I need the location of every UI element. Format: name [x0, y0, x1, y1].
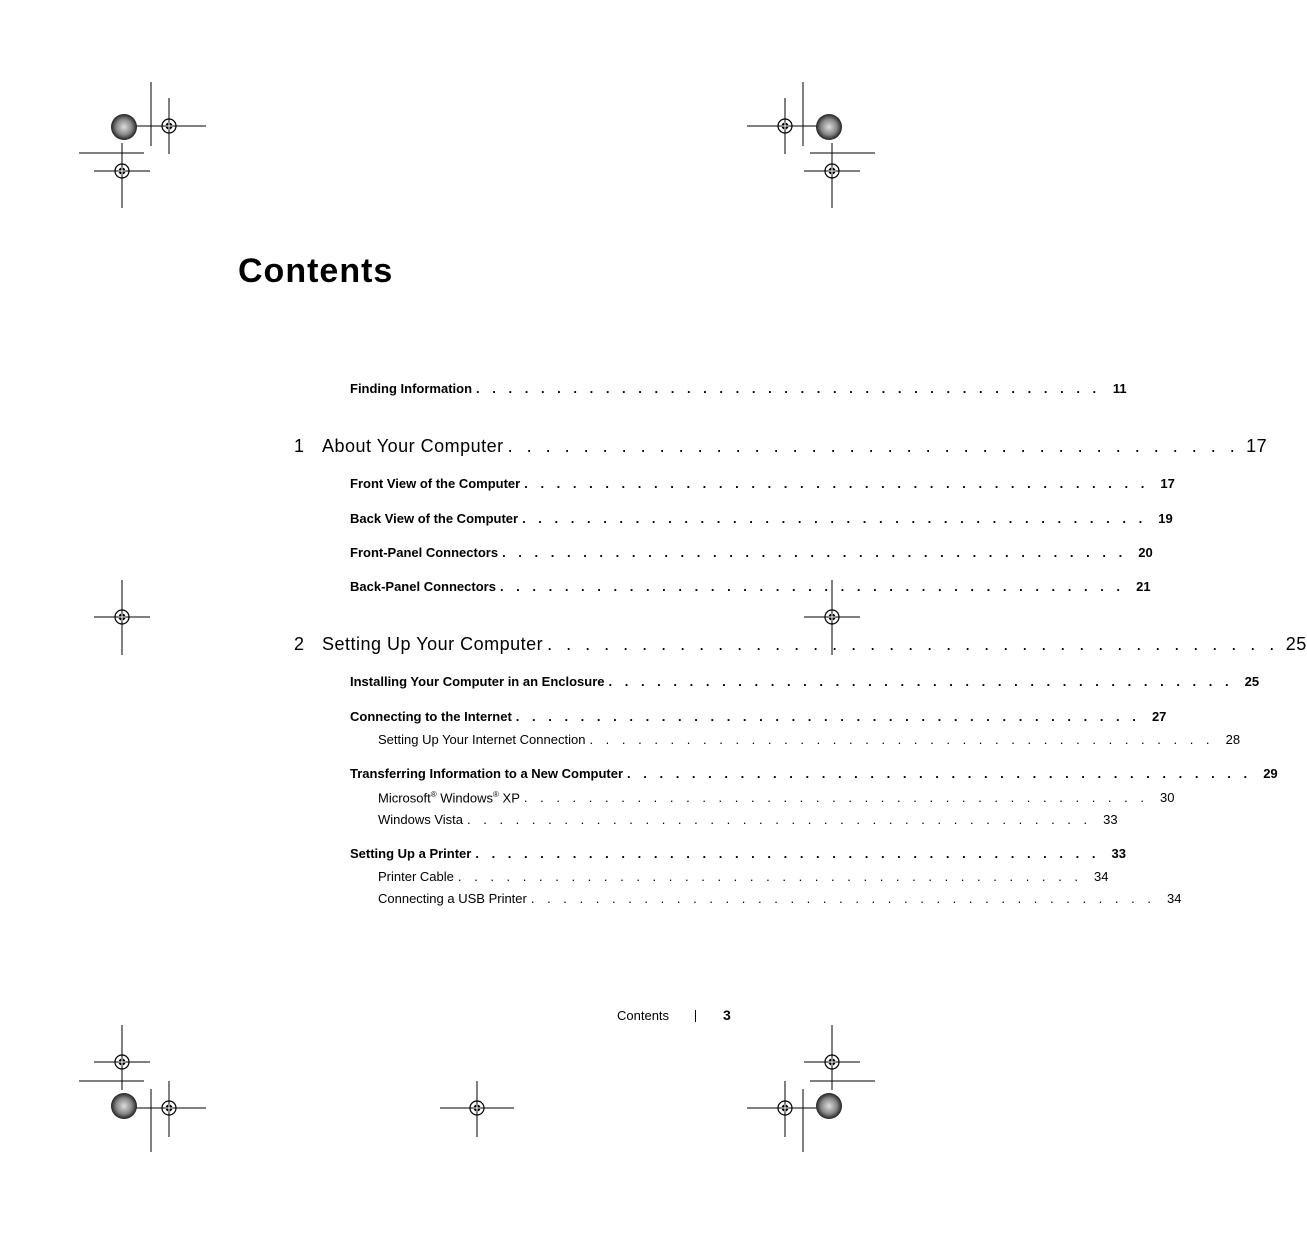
dot-leader: . . . . . . . . . . . . . . . . . . . . . . . . . . . . . . . . . . . . . . . — [627, 766, 1252, 781]
page-number: 19 — [1158, 511, 1173, 526]
dot-leader: . . . . . . . . . . . . . . . . . . . . . . . . . . . . . . . . . . . . . . . — [476, 381, 1101, 396]
page-number: 21 — [1136, 579, 1151, 594]
dot-leader: . . . . . . . . . . . . . . . . . . . . . . . . . . . . . . . . . . . . . . . — [547, 634, 1279, 654]
page-footer — [617, 1007, 731, 1023]
page-number: 28 — [1225, 732, 1241, 747]
toc-entry-printer-cable[interactable]: Printer Cable . . . . . . . . . . . . . . . . . . . . . . . . . . . . . . . . . . . . . . . 34 — [378, 869, 1109, 884]
page-number: 29 — [1263, 766, 1278, 781]
toc-entry-windows-vista[interactable]: Windows Vista . . . . . . . . . . . . . . . . . . . . . . . . . . . . . . . . . . . . . . . 33 — [378, 812, 1118, 827]
page-number: 33 — [1103, 812, 1118, 827]
dot-leader: . . . . . . . . . . . . . . . . . . . . . . . . . . . . . . . . . . . . . . . — [475, 846, 1100, 861]
page-number: 17 — [1160, 476, 1175, 491]
dot-leader: . . . . . . . . . . . . . . . . . . . . . . . . . . . . . . . . . . . . . . . — [467, 812, 1092, 827]
footer-label: Contents — [617, 1008, 670, 1023]
dot-leader: . . . . . . . . . . . . . . . . . . . . . . . . . . . . . . . . . . . . . . . — [507, 436, 1240, 456]
dot-leader: . . . . . . . . . . . . . . . . . . . . . . . . . . . . . . . . . . . . . . . — [515, 709, 1141, 724]
dot-leader: . . . . . . . . . . . . . . . . . . . . . . . . . . . . . . . . . . . . . . . — [502, 545, 1127, 560]
dot-leader: . . . . . . . . . . . . . . . . . . . . . . . . . . . . . . . . . . . . . . . — [608, 674, 1234, 689]
footer-divider — [695, 1010, 696, 1022]
dot-leader: . . . . . . . . . . . . . . . . . . . . . . . . . . . . . . . . . . . . . . . — [523, 790, 1149, 806]
page-number: 30 — [1160, 790, 1175, 806]
toc-entry-printer[interactable]: Setting Up a Printer . . . . . . . . . . . . . . . . . . . . . . . . . . . . . . . . . . . . . . . 33 — [350, 846, 1126, 861]
dot-leader: . . . . . . . . . . . . . . . . . . . . . . . . . . . . . . . . . . . . . . . — [530, 891, 1156, 906]
page-number: 25 — [1244, 674, 1260, 689]
chapter-number: 2 — [294, 634, 305, 654]
page-number: 33 — [1111, 846, 1126, 861]
toc-entry-front-view[interactable]: Front View of the Computer . . . . . . . . . . . . . . . . . . . . . . . . . . . . . . . . . . . . . . . 17 — [350, 476, 1175, 491]
chapter-number: 1 — [294, 436, 305, 456]
dot-leader: . . . . . . . . . . . . . . . . . . . . . . . . . . . . . . . . . . . . . . . — [524, 476, 1149, 491]
toc-chapter-1[interactable]: 1 About Your Computer . . . . . . . . . . . . . . . . . . . . . . . . . . . . . . . . . . . . . . . 17 — [294, 436, 1268, 456]
page-title: Contents — [238, 252, 394, 290]
page-number: 17 — [1246, 436, 1268, 456]
toc-entry-windows-xp[interactable]: Microsoft® Windows® XP . . . . . . . . . . . . . . . . . . . . . . . . . . . . . . . . . . . . . . . 30 — [378, 790, 1175, 806]
footer-page-number: 3 — [723, 1007, 731, 1023]
registered-mark: ® — [430, 790, 437, 799]
toc-entry-internet[interactable]: Connecting to the Internet . . . . . . . . . . . . . . . . . . . . . . . . . . . . . . . . . . . . . . . 27 — [350, 709, 1167, 724]
toc-chapter-2[interactable]: 2 Setting Up Your Computer . . . . . . . . . . . . . . . . . . . . . . . . . . . . . . . . . . . . . . . 25 — [294, 634, 1307, 654]
toc-entry-finding-information[interactable]: Finding Information . . . . . . . . . . . . . . . . . . . . . . . . . . . . . . . . . . . . . . . 11 — [350, 381, 1127, 396]
dot-leader: . . . . . . . . . . . . . . . . . . . . . . . . . . . . . . . . . . . . . . . — [589, 732, 1215, 747]
page-number: 27 — [1151, 709, 1167, 724]
toc-entry-usb-printer[interactable]: Connecting a USB Printer . . . . . . . . . . . . . . . . . . . . . . . . . . . . . . . . . . . . . . . 34 — [378, 891, 1182, 906]
page-number: 11 — [1112, 381, 1127, 396]
page-number: 25 — [1285, 634, 1307, 654]
registered-mark: ® — [493, 790, 499, 799]
dot-leader: . . . . . . . . . . . . . . . . . . . . . . . . . . . . . . . . . . . . . . . — [522, 511, 1147, 526]
toc-entry-back-view[interactable]: Back View of the Computer . . . . . . . . . . . . . . . . . . . . . . . . . . . . . . . . . . . . . . . 19 — [350, 511, 1173, 526]
toc-entry-front-panel[interactable]: Front-Panel Connectors . . . . . . . . . . . . . . . . . . . . . . . . . . . . . . . . . . . . . . . 20 — [350, 545, 1153, 560]
page-number: 34 — [1094, 869, 1109, 884]
dot-leader: . . . . . . . . . . . . . . . . . . . . . . . . . . . . . . . . . . . . . . . — [499, 579, 1125, 594]
page-number: 20 — [1138, 545, 1153, 560]
toc-entry-internet-setup[interactable]: Setting Up Your Internet Connection . . . . . . . . . . . . . . . . . . . . . . . . . . . . . . . . . . . . . . . 28 — [378, 732, 1241, 747]
page-number: 34 — [1167, 891, 1182, 906]
dot-leader: . . . . . . . . . . . . . . . . . . . . . . . . . . . . . . . . . . . . . . . — [457, 869, 1083, 884]
toc-entry-transfer[interactable]: Transferring Information to a New Computer . . . . . . . . . . . . . . . . . . . . . . . . . . . . . . . . . . . . . . . 29 — [350, 766, 1278, 781]
toc-entry-back-panel[interactable]: Back-Panel Connectors . . . . . . . . . . . . . . . . . . . . . . . . . . . . . . . . . . . . . . . 21 — [350, 579, 1151, 594]
toc-entry-enclosure[interactable]: Installing Your Computer in an Enclosure . . . . . . . . . . . . . . . . . . . . . . . . . . . . . . . . . . . . . . . 25 — [350, 674, 1260, 689]
